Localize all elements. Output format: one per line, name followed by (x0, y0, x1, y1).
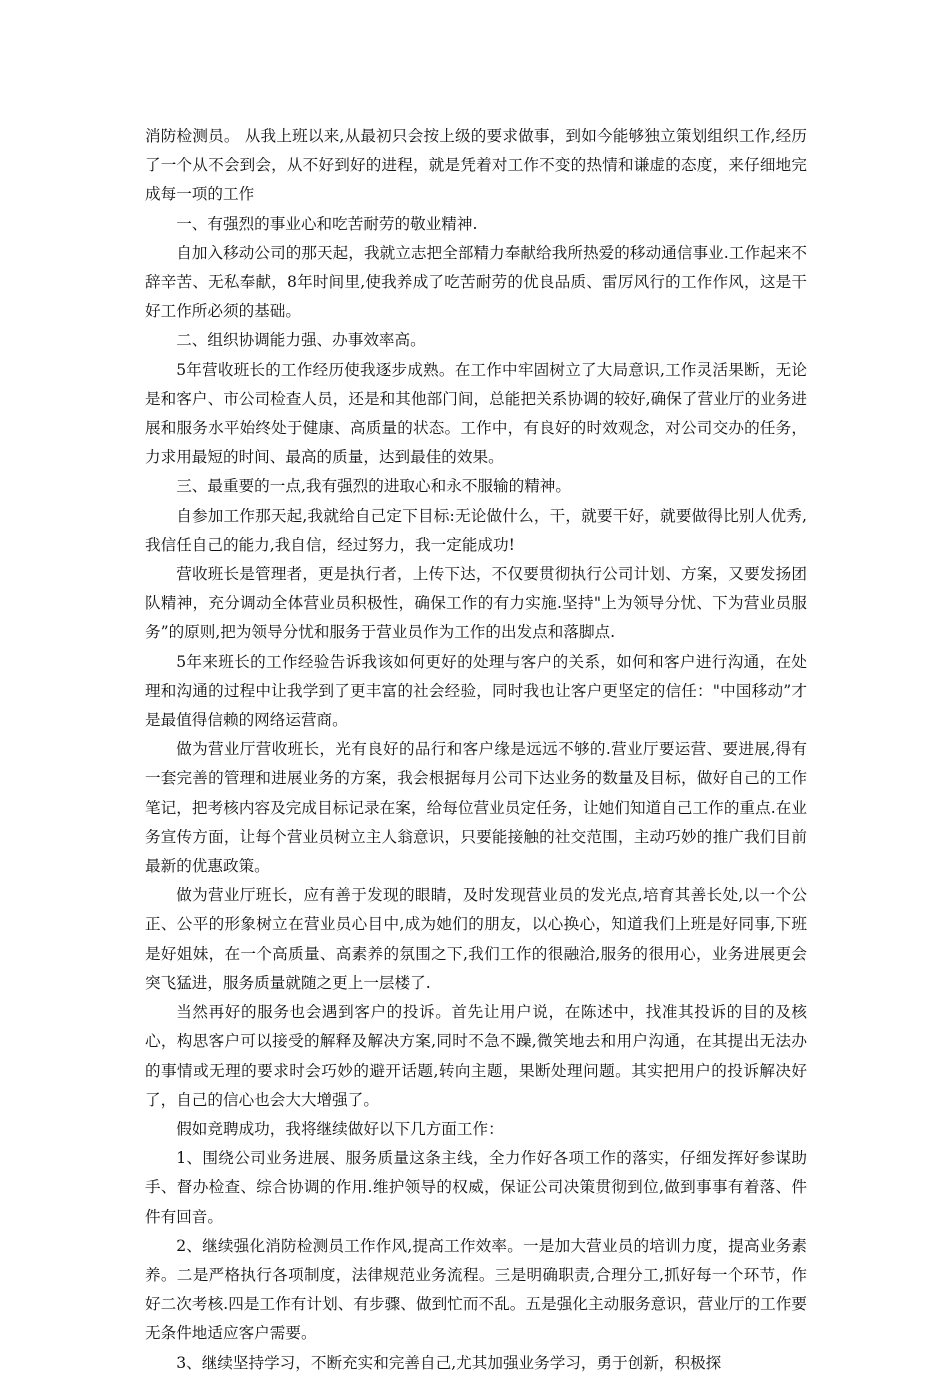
document-page (145, 122, 807, 1378)
paragraph-16: 3、继续坚持学习，不断充实和完善自己,尤其加强业务学习，勇于创新，积极探 (176, 1353, 722, 1372)
paragraph-6: 三、最重要的一点,我有强烈的进取心和永不服输的精神。 (176, 477, 571, 496)
paragraph-2: 一、有强烈的事业心和吃苦耐劳的敬业精神. (176, 214, 478, 233)
paragraph-8: 营收班长是管理者，更是执行者，上传下达，不仅要贯彻执行公司计划、方案，又要发扬团队精神，充分调动全体营业员积极性，确保工作的有力实施.坚持"上为领导分忧、下为营业员服务”的原则,把为领导分忧和服务于营业员作为工作的出发点和落脚点. (145, 565, 807, 642)
paragraph-12: 当然再好的服务也会遇到客户的投诉。首先让用户说，在陈述中，找准其投诉的目的及核心，构思客户可以接受的解释及解决方案,同时不急不躁,微笑地去和用户沟通，在其提出无法办的事情或无理的要求时会巧妙的避开话题,转向主题，果断处理问题。其实把用户的投诉解决好了，自己的信心也会大大增强了。 (145, 1003, 807, 1109)
paragraph-14: 1、围绕公司业务进展、服务质量这条主线，全力作好各项工作的落实，仔细发挥好参谋助手、督办检查、综合协调的作用.维护领导的权威，保证公司决策贯彻到位,做到事事有着落、件件有回音。 (145, 1149, 807, 1226)
paragraph-3: 自加入移动公司的那天起，我就立志把全部精力奉献给我所热爱的移动通信事业.工作起来不辞辛苦、无私奉献，8年时间里,使我养成了吃苦耐劳的优良品质、雷厉风行的工作作风，这是干好工作所必须的基础。 (145, 243, 807, 321)
paragraph-9: 5年来班长的工作经验告诉我该如何更好的处理与客户的关系，如何和客户进行沟通，在处理和沟通的过程中让我学到了更丰富的社会经验，同时我也让客户更坚定的信任："中国移动”才是最值得信赖的网络运营商。 (145, 652, 807, 730)
paragraph-1: 消防检测员。 从我上班以来,从最初只会按上级的要求做事，到如今能够独立策划组织工作,经历了一个从不会到会，从不好到好的进程，就是凭着对工作不变的热情和谦虚的态度，来仔细地完成每一项的工作 (145, 127, 807, 204)
paragraph-13: 假如竞聘成功，我将继续做好以下几方面工作： (176, 1119, 504, 1138)
paragraph-10: 做为营业厅营收班长，光有良好的品行和客户缘是远远不够的.营业厅要运营、要进展,得有一套完善的管理和进展业务的方案，我会根据每月公司下达业务的数量及目标，做好自己的工作笔记，把考核内容及完成目标记录在案，给每位营业员定任务，让她们知道自己工作的重点.在业务宣传方面，让每个营业员树立主人翁意识，只要能接触的社交范围，主动巧妙的推广我们目前最新的优惠政策。 (145, 740, 807, 876)
paragraph-4: 二、组织协调能力强、办事效率高。 (176, 331, 426, 350)
paragraph-7: 自参加工作那天起,我就给自己定下目标:无论做什么，干，就要干好，就要做得比别人优秀,我信任自己的能力,我自信，经过努力，我一定能成功! (145, 506, 807, 554)
paragraph-11: 做为营业厅班长，应有善于发现的眼睛，及时发现营业员的发光点,培育其善长处,以一个公正、公平的形象树立在营业员心目中,成为她们的朋友，以心换心，知道我们上班是好同事,下班是好姐妹，在一个高质量、高素养的氛围之下,我们工作的很融洽,服务的很用心，业务进展更会突飞猛进，服务质量就随之更上一层楼了. (145, 886, 807, 992)
paragraph-5: 5年营收班长的工作经历使我逐步成熟。在工作中牢固树立了大局意识,工作灵活果断，无论是和客户、市公司检查人员，还是和其他部门间，总能把关系协调的较好,确保了营业厅的业务进展和服务水平始终处于健康、高质量的状态。工作中，有良好的时效观念，对公司交办的任务，力求用最短的时间、最高的质量，达到最佳的效果。 (145, 360, 807, 467)
paragraph-15: 2、继续强化消防检测员工作作风,提高工作效率。一是加大营业员的培训力度，提高业务素养。二是严格执行各项制度，法律规范业务流程。三是明确职责,合理分工,抓好每一个环节，作好二次考核.四是工作有计划、有步骤、做到忙而不乱。五是强化主动服务意识，营业厅的工作要无条件地适应客户需要。 (145, 1236, 807, 1343)
